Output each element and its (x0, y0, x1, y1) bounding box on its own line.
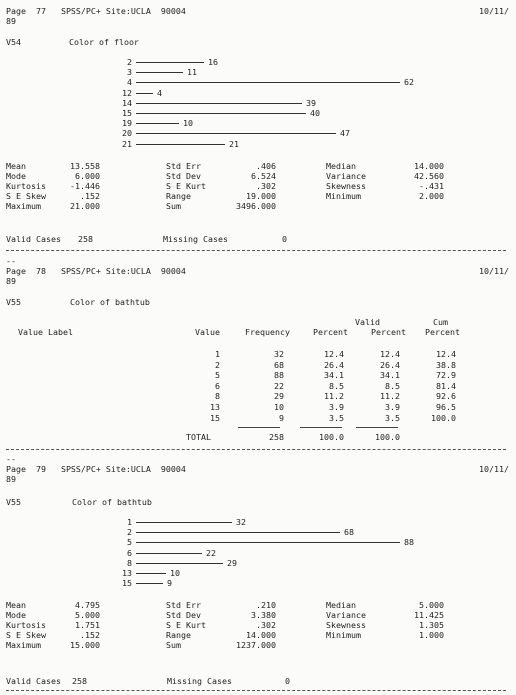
frequency-cell-valid: 3.9 (385, 402, 400, 412)
frequency-cell-value: 8 (215, 391, 220, 402)
histogram-bar-label: 1 (127, 517, 132, 527)
stat-label: Mode (6, 610, 26, 620)
frequency-cell-cum: 100.0 (431, 412, 456, 423)
histogram-bar (136, 522, 232, 523)
missing-cases-value-v54: 0 (282, 234, 287, 244)
histogram-bar-count: 10 (183, 118, 193, 129)
frequency-cell-percent: 8.5 (329, 380, 344, 391)
stat-value: .210 (256, 600, 276, 610)
frequency-cell-frequency: 32 (274, 349, 284, 359)
variable-title-v54: Color of floor (69, 37, 139, 47)
frequency-cell-percent: 12.4 (324, 349, 344, 359)
histogram-bar-count: 47 (340, 128, 350, 139)
stat-label: Std Err (166, 600, 201, 610)
stat-value: 1.305 (419, 620, 444, 630)
histogram-bar-count: 68 (344, 527, 354, 538)
stat-label: S E Skew (6, 630, 46, 640)
total-percent: 100.0 (319, 432, 344, 442)
stat-value: 1237.000 (236, 640, 276, 650)
stat-label: Maximum (6, 201, 41, 211)
histogram-bar-row (112, 77, 516, 87)
histogram-bar-count: 39 (306, 97, 316, 108)
col-header-value: Value (195, 327, 220, 337)
stat-label: Sum (166, 201, 181, 211)
frequency-cell-percent: 11.2 (324, 391, 344, 402)
missing-cases-label-v55: Missing Cases (167, 676, 232, 686)
frequency-cell-cum: 72.9 (436, 370, 456, 381)
stat-value: 14.000 (246, 630, 276, 640)
page-break-divider (6, 250, 506, 251)
stat-label: Range (166, 191, 191, 201)
histogram-bar-row (112, 108, 516, 118)
stat-label: Median (326, 161, 356, 171)
stat-label: Kurtosis (6, 181, 46, 191)
histogram-bar-label: 4 (127, 77, 132, 88)
histogram-bar-row (112, 527, 516, 537)
frequency-cell-frequency: 9 (279, 412, 284, 423)
frequency-cell-valid: 3.5 (385, 412, 400, 423)
stat-value: 21.000 (70, 201, 100, 211)
histogram-bar-count: 32 (236, 517, 246, 527)
histogram-bar-row (112, 98, 516, 108)
frequency-cell-valid: 34.1 (380, 370, 400, 381)
col-header-value-label: Value Label (18, 327, 73, 337)
stat-value: 19.000 (246, 191, 276, 201)
frequency-cell-percent: 26.4 (324, 359, 344, 370)
stat-value: 1.000 (419, 630, 444, 640)
frequency-cell-valid: 26.4 (380, 359, 400, 370)
stat-label: Mean (6, 600, 26, 610)
missing-cases-label-v54: Missing Cases (163, 234, 228, 244)
histogram-bar-row (112, 558, 516, 568)
valid-total-rule (356, 427, 398, 428)
stat-label: Variance (326, 171, 366, 181)
valid-cases-label-v55: Valid Cases (6, 676, 61, 686)
stat-label: Std Dev (166, 171, 201, 181)
histogram-bar-row (112, 517, 516, 527)
page-break-marker-2: -- (6, 454, 16, 464)
frequency-cell-frequency: 22 (274, 380, 284, 391)
histogram-bar (136, 133, 336, 134)
frequency-cell-value: 15 (210, 412, 220, 423)
stat-value: .302 (256, 620, 276, 630)
frequency-cell-value: 2 (215, 359, 220, 370)
frequency-cell-valid: 12.4 (380, 349, 400, 359)
valid-cases-label-v54: Valid Cases (6, 234, 61, 244)
stat-label: S E Kurt (166, 181, 206, 191)
variable-id-v55-table: V55 (6, 297, 21, 307)
histogram-bar-label: 8 (127, 557, 132, 568)
stat-value: .152 (80, 630, 100, 640)
histogram-bar-label: 5 (127, 537, 132, 548)
histogram-bar-count: 16 (208, 57, 218, 67)
stat-label: Range (166, 630, 191, 640)
missing-cases-value-v55: 0 (285, 676, 290, 686)
frequency-cell-value: 13 (210, 402, 220, 412)
histogram-bar-row (112, 578, 516, 588)
col-header-valid-top: Valid (355, 317, 380, 327)
col-header-percent: Percent (313, 327, 348, 337)
frequency-cell-percent: 3.5 (329, 412, 344, 423)
page-year-79: 89 (6, 474, 16, 484)
stat-label: Median (326, 600, 356, 610)
histogram-bar-count: 4 (157, 87, 162, 98)
histogram-bar-label: 6 (127, 547, 132, 558)
frequency-cell-frequency: 10 (274, 402, 284, 412)
histogram-bar (136, 62, 204, 63)
stat-label: S E Skew (6, 191, 46, 201)
stat-value: 6.000 (75, 171, 100, 181)
page-date-78: 10/11/ (479, 266, 509, 276)
stat-value: .302 (256, 181, 276, 191)
stat-label: Minimum (326, 630, 361, 640)
frequency-cell-frequency: 68 (274, 359, 284, 370)
histogram-bar-label: 12 (122, 87, 132, 98)
histogram-bar (136, 583, 163, 584)
stat-value: .152 (80, 191, 100, 201)
variable-title-v55-table: Color of bathtub (70, 297, 150, 307)
histogram-bar-label: 20 (122, 128, 132, 139)
histogram-bar-label: 13 (122, 568, 132, 578)
valid-cases-value-v54: 258 (78, 234, 93, 244)
col-header-frequency: Frequency (245, 327, 290, 337)
histogram-bar-row (112, 139, 516, 149)
stat-label: Mode (6, 171, 26, 181)
page-break-divider-2 (6, 449, 506, 450)
histogram-bar-label: 2 (127, 57, 132, 67)
page-date-79: 10/11/ (479, 464, 509, 474)
histogram-bar-count: 11 (187, 67, 197, 78)
page-year-77: 89 (6, 16, 16, 26)
frequency-cell-frequency: 88 (274, 370, 284, 381)
histogram-bar-label: 14 (122, 97, 132, 108)
histogram-bar (136, 72, 183, 73)
stat-value: 5.000 (419, 600, 444, 610)
histogram-bar-count: 62 (404, 77, 414, 88)
page-header-78: Page 78 SPSS/PC+ Site:UCLA 90004 (6, 266, 186, 276)
histogram-bar-row (112, 67, 516, 77)
histogram-bar (136, 82, 400, 83)
page-break-marker: -- (6, 256, 16, 266)
frequency-cell-value: 1 (215, 349, 220, 359)
frequency-cell-valid: 11.2 (380, 391, 400, 402)
frequency-total-rule (238, 427, 280, 428)
histogram-bar (136, 532, 340, 533)
frequency-cell-cum: 81.4 (436, 380, 456, 391)
stat-value: 11.425 (414, 610, 444, 620)
histogram-bar (136, 573, 166, 574)
histogram-bar-count: 88 (404, 537, 414, 548)
stat-value: -.431 (419, 181, 444, 191)
page-header-79: Page 79 SPSS/PC+ Site:UCLA 90004 (6, 464, 186, 474)
page-bottom-divider (6, 690, 506, 691)
histogram-bar-row (112, 57, 516, 67)
stat-label: Std Err (166, 161, 201, 171)
stat-value: 1.751 (75, 620, 100, 630)
stat-label: Skewness (326, 181, 366, 191)
histogram-bar (136, 563, 223, 564)
histogram-bar (136, 103, 302, 104)
histogram-bar (136, 542, 400, 543)
page-date-77: 10/11/ (479, 6, 509, 16)
col-header-valid-percent: Percent (371, 327, 406, 337)
frequency-cell-percent: 3.9 (329, 402, 344, 412)
histogram-bar-row (112, 128, 516, 138)
histogram-bar-count: 21 (229, 138, 239, 149)
histogram-bar-label: 19 (122, 118, 132, 129)
frequency-cell-cum: 38.8 (436, 359, 456, 370)
histogram-bar-count: 9 (167, 578, 172, 589)
stat-label: Kurtosis (6, 620, 46, 630)
stat-label: Variance (326, 610, 366, 620)
stat-value: 4.795 (75, 600, 100, 610)
percent-total-rule (300, 427, 342, 428)
stat-label: S E Kurt (166, 620, 206, 630)
histogram-bar-count: 10 (170, 568, 180, 578)
total-valid-percent: 100.0 (375, 432, 400, 442)
total-frequency: 258 (269, 432, 284, 442)
frequency-cell-percent: 34.1 (324, 370, 344, 381)
col-header-cum-top: Cum (433, 317, 448, 327)
histogram-bar-label: 3 (127, 67, 132, 78)
histogram-bar-row (112, 88, 516, 98)
frequency-cell-frequency: 29 (274, 391, 284, 402)
stat-value: 2.000 (419, 191, 444, 201)
histogram-bar (136, 553, 202, 554)
histogram-bar-label: 15 (122, 578, 132, 589)
page-year-78: 89 (6, 276, 16, 286)
stat-value: 3496.000 (236, 201, 276, 211)
stat-label: Minimum (326, 191, 361, 201)
histogram-bar-row (112, 118, 516, 128)
stat-value: 6.524 (251, 171, 276, 181)
valid-cases-value-v55: 258 (72, 676, 87, 686)
frequency-cell-cum: 92.6 (436, 391, 456, 402)
frequency-cell-value: 5 (215, 370, 220, 381)
stat-value: 3.380 (251, 610, 276, 620)
histogram-bar (136, 144, 225, 145)
col-header-cum-percent: Percent (425, 327, 460, 337)
frequency-cell-valid: 8.5 (385, 380, 400, 391)
histogram-bar-label: 21 (122, 138, 132, 149)
histogram-bar-row (112, 537, 516, 547)
stat-value: .406 (256, 161, 276, 171)
stat-value: 14.000 (414, 161, 444, 171)
stat-label: Maximum (6, 640, 41, 650)
stat-label: Mean (6, 161, 26, 171)
stat-value: 42.560 (414, 171, 444, 181)
stat-value: 15.000 (70, 640, 100, 650)
stat-label: Sum (166, 640, 181, 650)
histogram-bar (136, 93, 153, 94)
stat-label: Std Dev (166, 610, 201, 620)
histogram-bar-row (112, 568, 516, 578)
variable-id-v55-hist: V55 (6, 497, 21, 507)
variable-id-v54: V54 (6, 37, 21, 47)
histogram-bar-row (112, 548, 516, 558)
histogram-bar-count: 40 (310, 108, 320, 118)
histogram-bar-label: 15 (122, 108, 132, 118)
stat-value: 5.000 (75, 610, 100, 620)
total-label: TOTAL (186, 432, 211, 442)
histogram-bar-label: 2 (127, 527, 132, 538)
variable-title-v55-hist: Color of bathtub (72, 497, 152, 507)
frequency-cell-value: 6 (215, 380, 220, 391)
page-header-77: Page 77 SPSS/PC+ Site:UCLA 90004 (6, 6, 186, 16)
histogram-bar-count: 22 (206, 547, 216, 558)
histogram-bar (136, 113, 306, 114)
histogram-bar (136, 123, 179, 124)
frequency-cell-cum: 96.5 (436, 402, 456, 412)
frequency-cell-cum: 12.4 (436, 349, 456, 359)
stat-value: 13.558 (70, 161, 100, 171)
histogram-bar-count: 29 (227, 557, 237, 568)
stat-label: Skewness (326, 620, 366, 630)
stat-value: -1.446 (70, 181, 100, 191)
